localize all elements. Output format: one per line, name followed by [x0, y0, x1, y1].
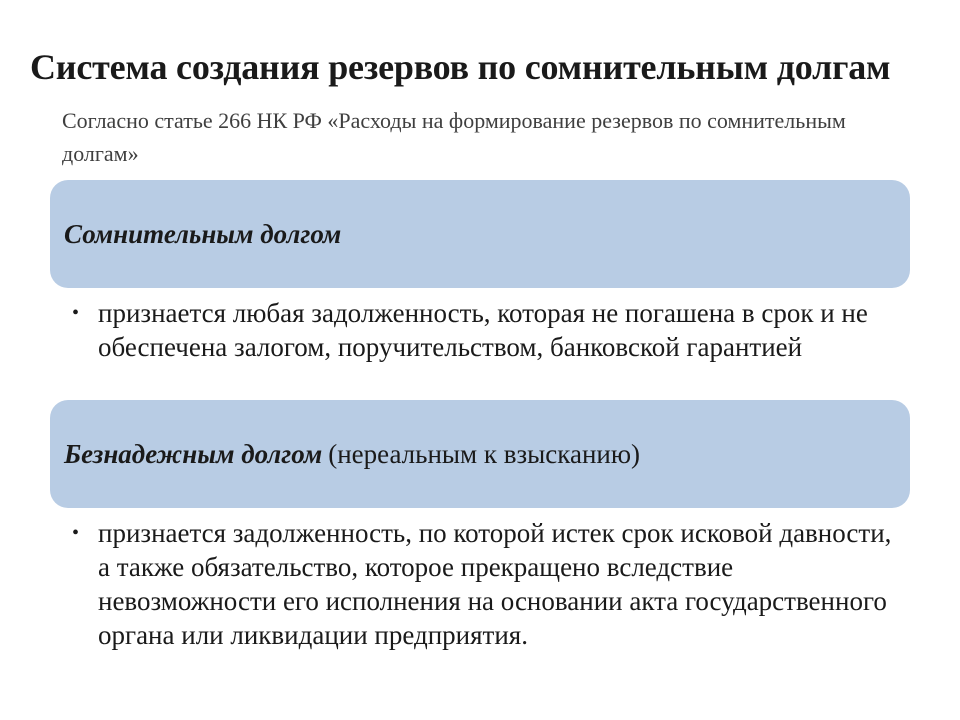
bad-debt-note: (нереальным к взысканию): [328, 438, 641, 469]
bad-debt-definition: [72, 516, 892, 652]
slide-subtitle: Согласно статье 266 НК РФ «Расходы на формирование резервов по сомнительным долгам»: [62, 108, 846, 166]
slide-title: Система создания резервов по сомнительным долгам: [30, 47, 891, 87]
doubtful-debt-term: Сомнительным долгом: [64, 218, 342, 249]
doubtful-debt-definition-text: признается любая задолженность, которая не погашена в срок и не обеспечена залогом, поручительством, банковской гарантией: [98, 298, 868, 362]
bad-debt-term: Безнадежным долгом: [64, 438, 323, 469]
bullet-icon: •: [72, 302, 80, 324]
bullet-icon: •: [72, 522, 80, 544]
bad-debt-definition-text: признается задолженность, по которой истек срок исковой давности, а также обязательство, которое прекращено вследствие невозможности его исполнения на основании акта государственного органа или ликвидации предприятия.: [98, 518, 892, 650]
bad-debt-box: [50, 400, 910, 508]
doubtful-debt-definition: [72, 296, 892, 364]
doubtful-debt-box: [50, 180, 910, 288]
